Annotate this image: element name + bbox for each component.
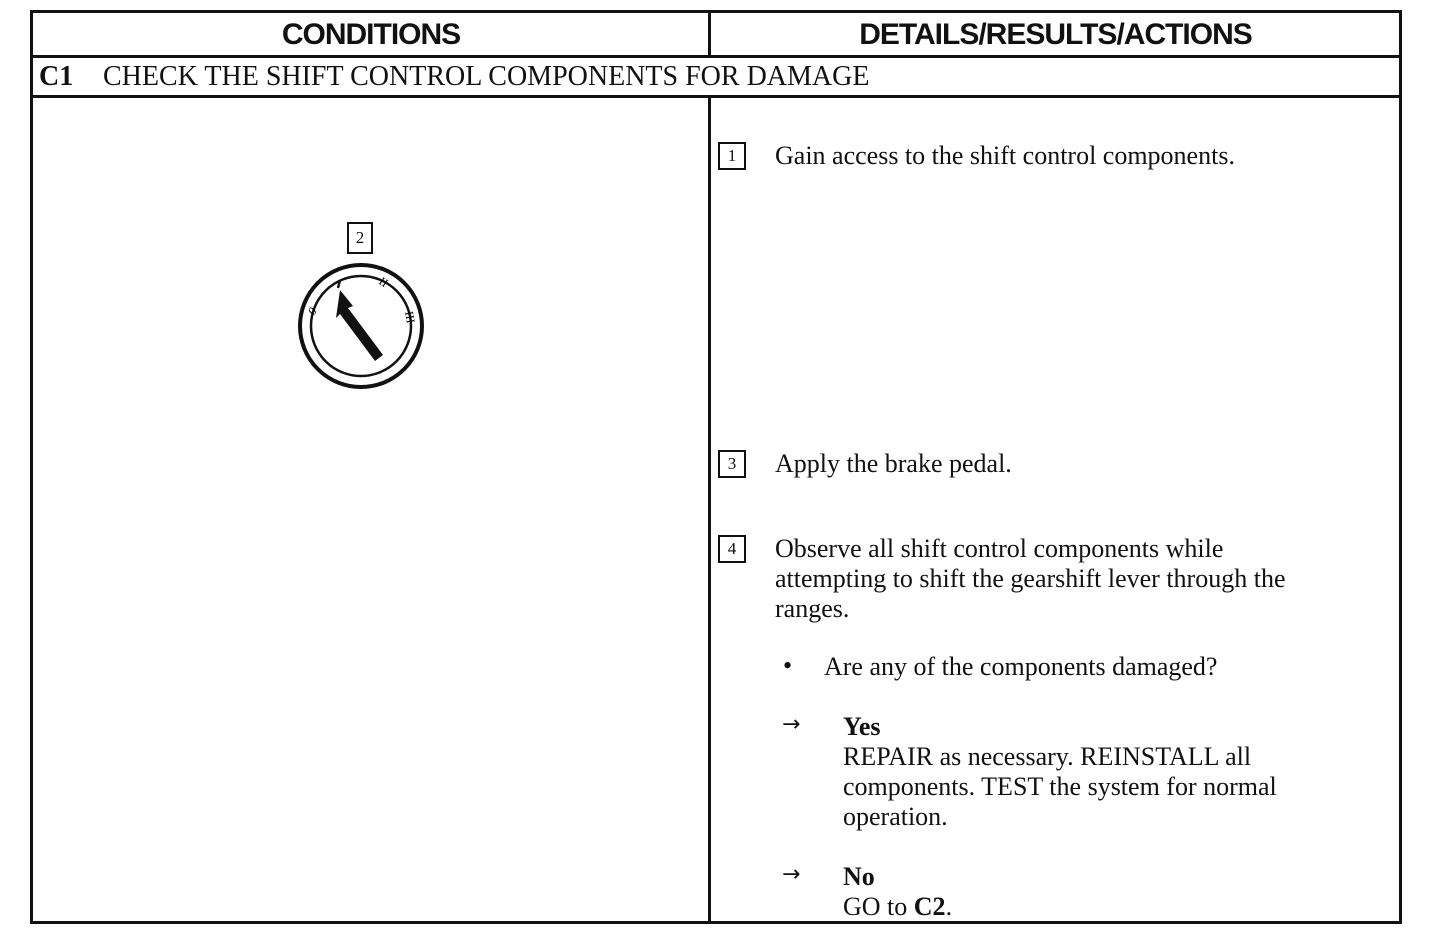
yes-arrow-icon: → bbox=[782, 712, 801, 737]
dial-mark-0: 0 bbox=[305, 303, 320, 319]
conditions-header: CONDITIONS bbox=[281, 17, 461, 51]
step-3-text: Apply the brake pedal. bbox=[775, 449, 1012, 478]
no-action-prefix: GO to bbox=[843, 892, 914, 921]
ignition-key-dial-icon bbox=[292, 262, 430, 390]
step-4-line: Observe all shift control components while bbox=[775, 534, 1224, 563]
details-header: DETAILS/RESULTS/ACTIONS bbox=[859, 17, 1252, 51]
step-4-line: ranges. bbox=[775, 594, 850, 623]
section-rule bbox=[33, 95, 1399, 98]
yes-result bbox=[843, 712, 1277, 832]
no-action-suffix: . bbox=[945, 892, 953, 921]
yes-label: Yes bbox=[843, 712, 881, 741]
figure-callout-box: 2 bbox=[347, 222, 373, 254]
no-action-target-link[interactable]: C2 bbox=[913, 892, 946, 921]
step-4-text bbox=[775, 534, 1285, 624]
question-text: Are any of the components damaged? bbox=[824, 652, 1218, 681]
section-title-row bbox=[33, 58, 1399, 95]
section-id: C1 bbox=[39, 60, 74, 92]
header-divider bbox=[708, 13, 711, 56]
yes-action-line: operation. bbox=[843, 802, 948, 831]
no-arrow-icon: → bbox=[782, 862, 801, 887]
no-result bbox=[843, 862, 952, 922]
yes-action-line: components. TEST the system for normal bbox=[843, 772, 1277, 801]
dial-mark-III: III bbox=[402, 310, 418, 325]
yes-action-line: REPAIR as necessary. REINSTALL all bbox=[843, 742, 1252, 771]
dial-mark-II: II bbox=[376, 273, 391, 291]
no-action bbox=[843, 892, 952, 922]
question-bullet: • bbox=[783, 651, 793, 680]
no-label: No bbox=[843, 862, 875, 891]
step-1-box: 1 bbox=[718, 142, 746, 170]
column-divider bbox=[708, 97, 711, 921]
step-4-line: attempting to shift the gearshift lever through the bbox=[775, 564, 1286, 593]
step-4-box: 4 bbox=[718, 535, 746, 563]
step-3-box: 3 bbox=[718, 450, 746, 478]
step-1-text: Gain access to the shift control components. bbox=[775, 141, 1235, 170]
section-title: CHECK THE SHIFT CONTROL COMPONENTS FOR DAMAGE bbox=[103, 60, 870, 92]
